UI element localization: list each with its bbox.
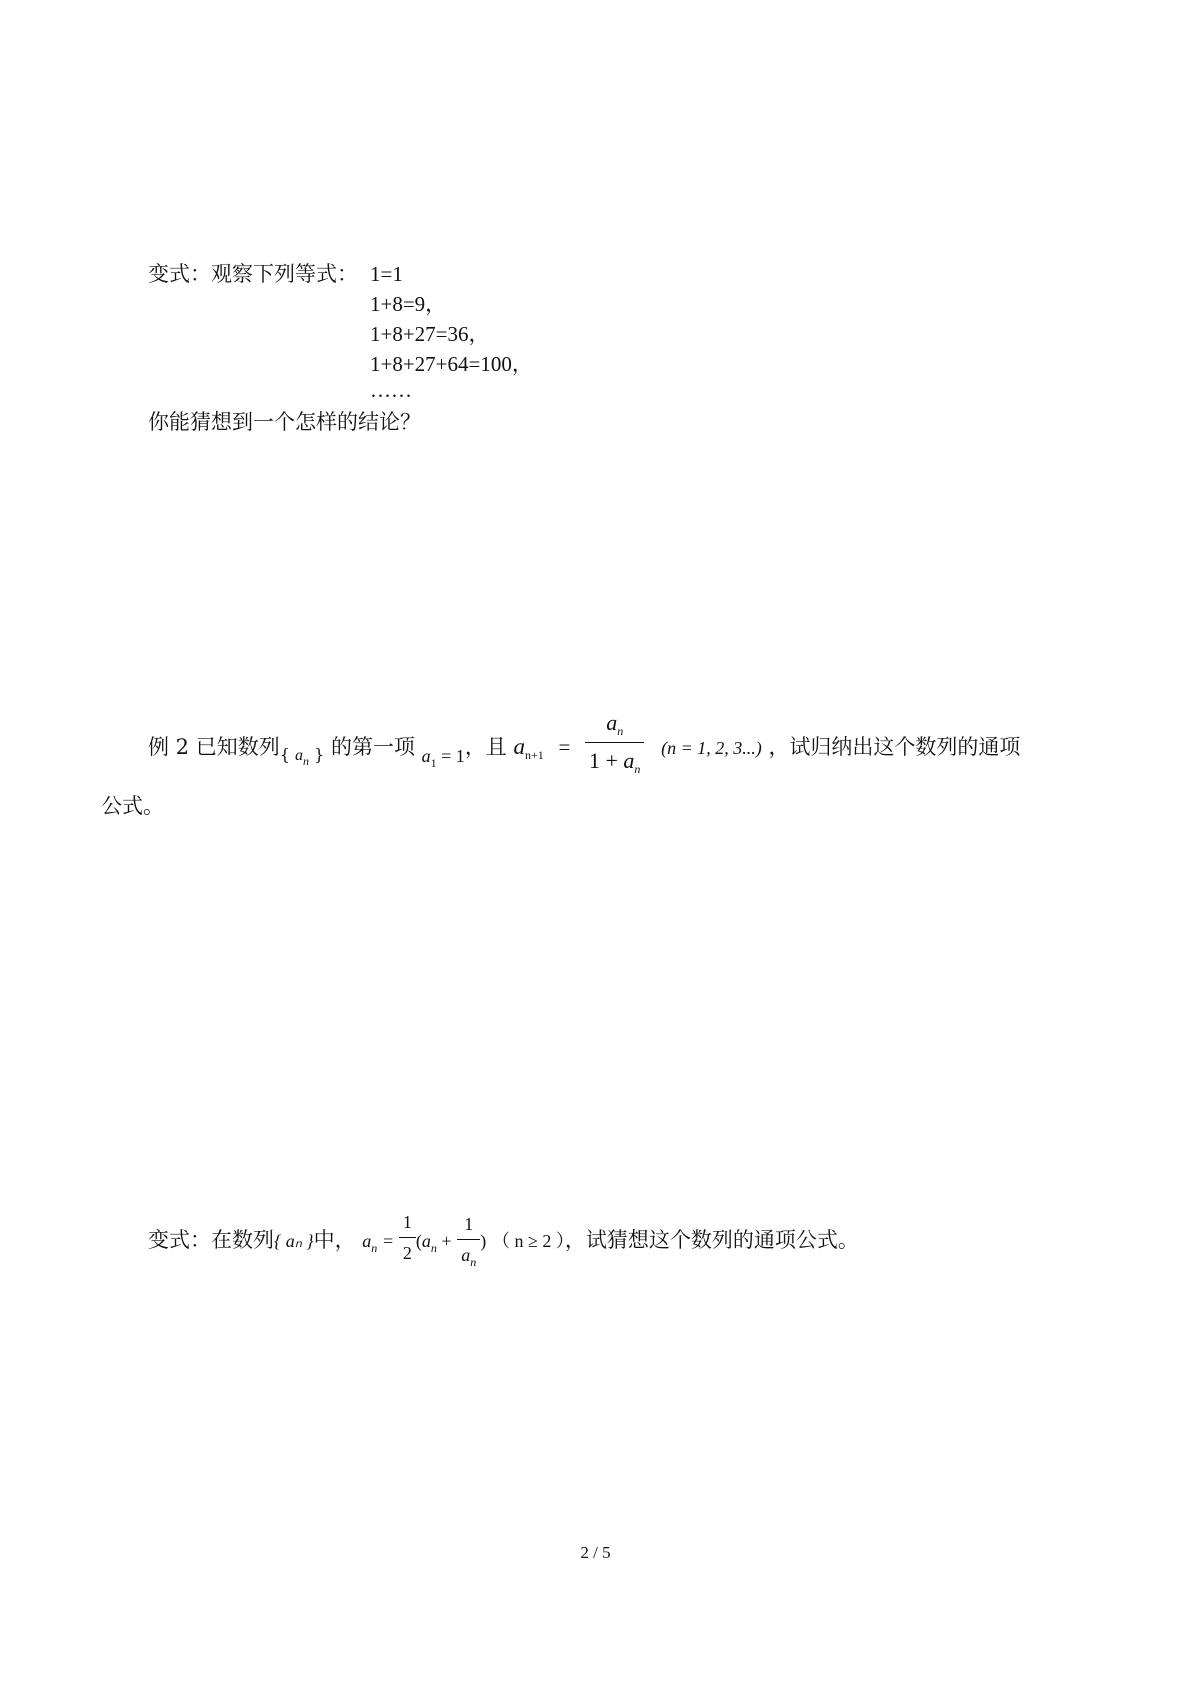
- example2-part2: 的第一项: [330, 734, 415, 759]
- equation-2: 1+8=9，: [370, 292, 447, 316]
- example2-part1: 例 2 已知数列: [148, 734, 280, 759]
- example2-line1: [148, 708, 1020, 778]
- half-fraction: $\frac{1}{2}$: [399, 1210, 416, 1266]
- variant1-question: 你能猜想到一个怎样的结论？: [148, 410, 421, 434]
- variant2-part2: 中，: [313, 1228, 356, 1253]
- sequence-notation: { an }: [279, 744, 325, 768]
- inverse-fraction: $\frac{1}{a_n}$: [457, 1212, 480, 1271]
- example2-part3: ，且: [464, 734, 507, 759]
- variant2-sequence: { aₙ }: [274, 1231, 314, 1252]
- variant2-condition: （ n ≥ 2 ）: [492, 1231, 565, 1252]
- recurrence-fraction: $\frac{a_n}{1 + a_n}$: [585, 708, 644, 778]
- equation-ellipsis: ……: [370, 378, 412, 402]
- equation-4: 1+8+27+64=100，: [370, 352, 533, 376]
- variant2-formula: $a_n$ = $\frac{1}{2}$ ($a_n$ + $\frac{1}{a_n}$ ): [362, 1212, 487, 1270]
- recurrence-formula: $a_{n+1}$ = $\frac{a_n}{1 + a_n}$ (n = 1, 2, 3...): [513, 710, 762, 776]
- variant2-line: [148, 1210, 859, 1271]
- first-term: $a_1 = 1$: [421, 745, 465, 770]
- variant1-intro: [148, 264, 358, 285]
- example2-line2: 公式。: [101, 794, 164, 818]
- variant2-part1: 变式：在数列: [148, 1228, 274, 1253]
- variant1-intro-text: 变式：观察下列等式：: [148, 262, 358, 286]
- variant2-part3: ，试猜想这个数列的通项公式。: [564, 1228, 859, 1253]
- equation-3: 1+8+27=36，: [370, 322, 490, 346]
- example2-part4: ，试归纳出这个数列的通项: [768, 734, 1021, 759]
- page-number: 2 / 5: [580, 1543, 611, 1562]
- equation-1: 1=1: [370, 262, 403, 286]
- recurrence-condition: (n = 1, 2, 3...): [661, 737, 762, 758]
